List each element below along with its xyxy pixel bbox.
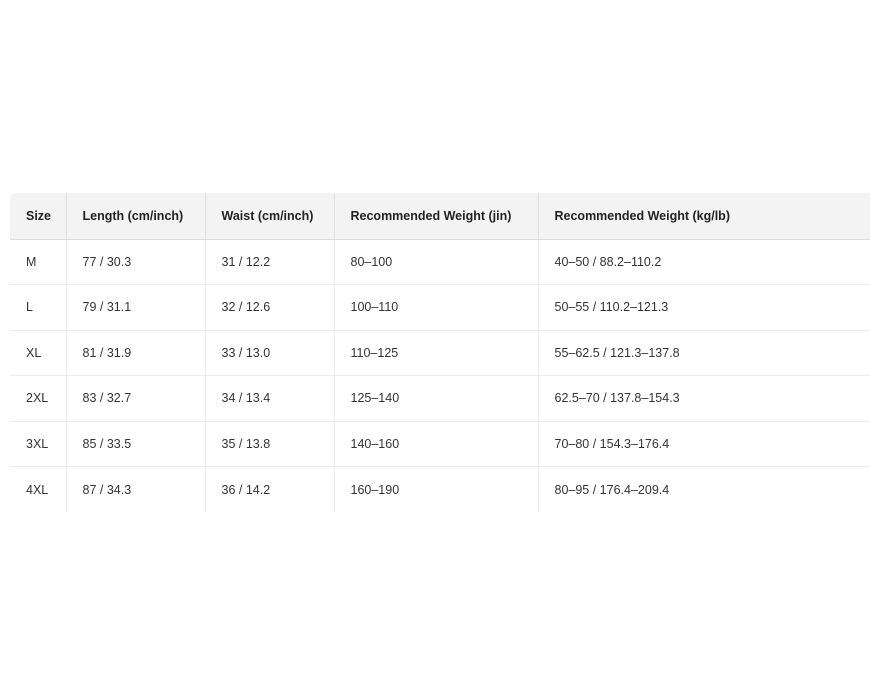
- cell-waist: 32 / 12.6: [205, 285, 334, 331]
- size-chart-container: [10, 193, 730, 513]
- cell-weight-kg-lb: 80–95 / 176.4–209.4: [554, 482, 670, 497]
- header-waist: Waist (cm/inch): [205, 193, 334, 239]
- cell-waist: 33 / 13.0: [205, 330, 334, 376]
- cell-weight-jin: 140–160: [334, 421, 538, 467]
- size-chart-table: [10, 193, 870, 512]
- table-row: [10, 330, 870, 376]
- cell-length: 81 / 31.9: [66, 330, 205, 376]
- cell-weight-kg-lb: 50–55 / 110.2–121.3: [538, 285, 870, 331]
- header-weight-jin: Recommended Weight (jin): [334, 193, 538, 239]
- cell-size: M: [10, 239, 66, 285]
- cell-waist: 34 / 13.4: [205, 376, 334, 422]
- table-row: [10, 239, 870, 285]
- cell-size: 3XL: [10, 421, 66, 467]
- cell-weight-kg-lb: 55–62.5 / 121.3–137.8: [538, 330, 870, 376]
- cell-length: 79 / 31.1: [66, 285, 205, 331]
- table-header-row: [10, 193, 870, 239]
- header-length: Length (cm/inch): [66, 193, 205, 239]
- cell-size: L: [10, 285, 66, 331]
- table-row: [10, 467, 870, 513]
- cell-waist: 35 / 13.8: [205, 421, 334, 467]
- header-size: Size: [10, 193, 66, 239]
- cell-weight-jin: 100–110: [334, 285, 538, 331]
- cell-size: XL: [10, 330, 66, 376]
- table-row: [10, 376, 870, 422]
- cell-weight-jin: 125–140: [334, 376, 538, 422]
- cell-weight-jin: 160–190: [334, 467, 538, 513]
- cell-size: 4XL: [10, 467, 66, 513]
- cell-weight-jin: 80–100: [334, 239, 538, 285]
- cell-weight-kg-lb: 40–50 / 88.2–110.2: [538, 239, 870, 285]
- cell-length: 83 / 32.7: [66, 376, 205, 422]
- cell-waist: 31 / 12.2: [205, 239, 334, 285]
- table-row: [10, 421, 870, 467]
- header-weight-kg-lb: Recommended Weight (kg/lb): [538, 193, 870, 239]
- cell-length: 87 / 34.3: [66, 467, 205, 513]
- cell-length: 77 / 30.3: [66, 239, 205, 285]
- cell-weight-kg-lb: 70–80 / 154.3–176.4: [538, 421, 870, 467]
- table-row: [10, 285, 870, 331]
- cell-size: 2XL: [10, 376, 66, 422]
- cell-weight-jin: 110–125: [334, 330, 538, 376]
- cell-waist: 36 / 14.2: [205, 467, 334, 513]
- cell-length: 85 / 33.5: [66, 421, 205, 467]
- cell-weight-kg-lb: 62.5–70 / 137.8–154.3: [538, 376, 870, 422]
